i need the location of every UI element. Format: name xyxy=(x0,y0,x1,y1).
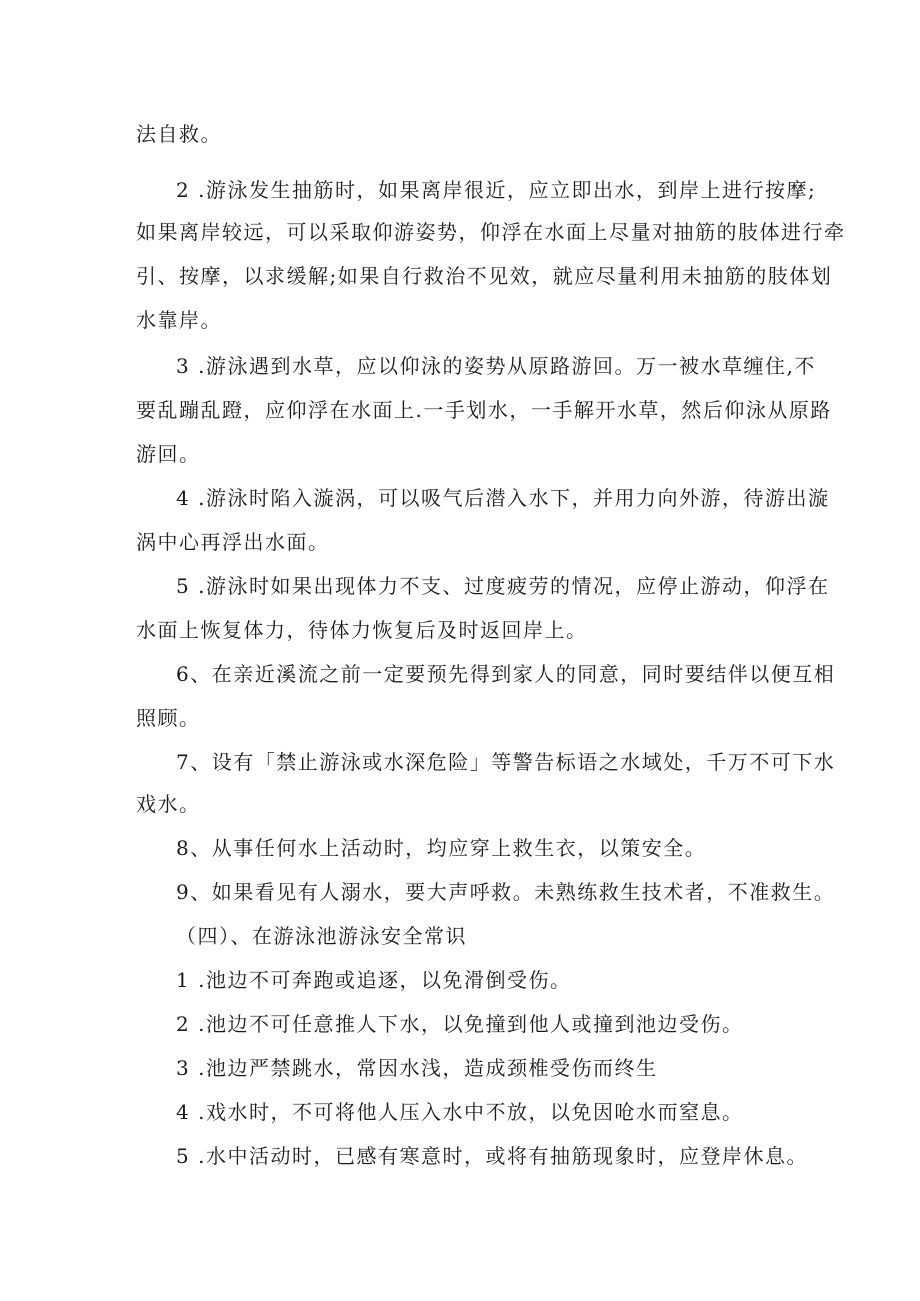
paragraph-line: 2 .池边不可任意推人下水，以免撞到他人或撞到池边受伤。 xyxy=(176,1012,744,1036)
paragraph-line: 戏水。 xyxy=(136,792,201,816)
paragraph-line: 4 .游泳时陷入漩涡，可以吸气后潜入水下，并用力向外游，待游出漩 xyxy=(176,486,830,510)
paragraph-line: 引、按摩，以求缓解;如果自行救治不见效，就应尽量利用未抽筋的肢体划 xyxy=(136,264,833,288)
paragraph-line: 水面上恢复体力，待体力恢复后及时返回岸上。 xyxy=(136,618,588,642)
section-heading: （四）、在游泳池游泳安全常识 xyxy=(176,924,467,948)
paragraph-line: 2 .游泳发生抽筋时，如果离岸很近，应立即出水，到岸上进行按摩; xyxy=(176,178,817,202)
paragraph-line: 游回。 xyxy=(136,442,201,466)
paragraph-line: 涡中心再浮出水面。 xyxy=(136,530,330,554)
paragraph-line: 1 .池边不可奔跑或追逐，以免滑倒受伤。 xyxy=(176,968,572,992)
paragraph-line: 3 .池边严禁跳水，常因水浅，造成颈椎受伤而终生 xyxy=(176,1056,658,1080)
paragraph-line: 9、如果看见有人溺水，要大声呼救。未熟练救生技术者，不准救生。 xyxy=(176,880,836,904)
paragraph-line: 水靠岸。 xyxy=(136,308,222,332)
paragraph-line: 要乱蹦乱蹬，应仰浮在水面上.一手划水，一手解开水草，然后仰泳从原路 xyxy=(136,398,832,422)
paragraph-line: 5 .游泳时如果出现体力不支、过度疲劳的情况，应停止游动，仰浮在 xyxy=(176,574,830,598)
paragraph-line: 5 .水中活动时，已感有寒意时，或将有抽筋现象时，应登岸休息。 xyxy=(176,1144,808,1168)
paragraph-line: 3 .游泳遇到水草，应以仰泳的姿势从原路游回。万一被水草缠住,不 xyxy=(176,354,816,378)
paragraph-line: 6、在亲近溪流之前一定要预先得到家人的同意，同时要结伴以便互相 xyxy=(176,662,836,686)
paragraph-line: 法自救。 xyxy=(136,122,222,146)
paragraph-line: 8、从事任何水上活动时，均应穿上救生衣，以策安全。 xyxy=(176,836,707,860)
paragraph-line: 如果离岸较远，可以采取仰游姿势，仰浮在水面上尽量对抽筋的肢体进行牵 xyxy=(136,220,846,244)
paragraph-line: 4 .戏水时，不可将他人压入水中不放，以免因呛水而窒息。 xyxy=(176,1100,744,1124)
paragraph-line: 照顾。 xyxy=(136,706,201,730)
paragraph-line: 7、设有「禁止游泳或水深危险」等警告标语之水域处，千万不可下水 xyxy=(176,750,836,774)
